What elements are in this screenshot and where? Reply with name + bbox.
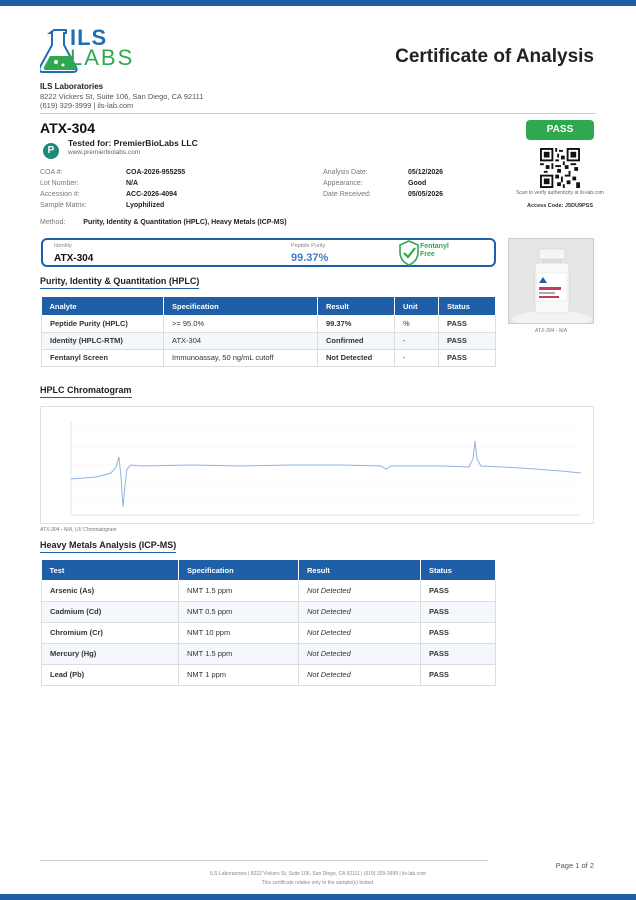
footer-divider xyxy=(40,860,488,861)
table-row xyxy=(42,332,496,349)
unit-cell: - xyxy=(395,332,439,349)
company-info xyxy=(40,82,203,111)
footer-address: ILS Laboratories | 8222 Vickers St, Suite 106, San Diego, CA 92111 | (619) 329-3999 | ils-lab.com xyxy=(210,871,426,877)
header-divider xyxy=(40,113,596,114)
metals-section-title: Heavy Metals Analysis (ICP-MS) xyxy=(40,540,177,550)
tested-for: Tested for: PremierBioLabs LLC xyxy=(68,138,198,148)
meta-key: Sample Matrix: xyxy=(40,202,87,209)
company-address: 8222 Vickers St, Suite 106, San Diego, CA 92111 xyxy=(40,91,204,101)
result-cell: Not Detected xyxy=(318,349,395,366)
analyte-cell: Fentanyl Screen xyxy=(42,349,164,366)
col-specification: Specification xyxy=(179,560,299,580)
meta-key: Appearance: xyxy=(323,180,363,187)
coa-number: COA-2026-955255 xyxy=(126,169,186,176)
date-received: 05/05/2026 xyxy=(408,191,444,198)
product-name: ATX-304 xyxy=(40,120,95,136)
test-cell: Mercury (Hg) xyxy=(42,643,179,664)
table-row xyxy=(42,349,496,366)
meta-key: Analysis Date: xyxy=(323,169,368,176)
access-code: Access Code: J5DU9PSS xyxy=(526,203,594,209)
col-test: Test xyxy=(42,560,179,580)
lot-number: N/A xyxy=(126,180,139,187)
qr-caption: Scan to verify authenticity at ils-lab.com xyxy=(516,190,604,196)
document-title: Certificate of Analysis xyxy=(395,46,594,67)
chromatogram-caption: ATX-304 - N/A, UV Chromatogram xyxy=(40,527,117,533)
hplc-section-title: Purity, Identity & Quantitation (HPLC) xyxy=(40,276,200,286)
purity-label: Peptide Purity xyxy=(291,243,326,249)
status-cell: PASS xyxy=(439,315,496,332)
table-row xyxy=(42,622,496,643)
result-cell: Not Detected xyxy=(299,601,421,622)
logo-ils-text: ILS xyxy=(70,25,108,50)
identity-value: ATX-304 xyxy=(54,253,94,264)
table-header-row xyxy=(42,297,496,315)
result-cell: 99.37% xyxy=(318,315,395,332)
test-cell: Chromium (Cr) xyxy=(42,622,179,643)
qr-code-icon[interactable] xyxy=(540,148,580,188)
unit-cell: - xyxy=(395,349,439,366)
vial-icon xyxy=(509,239,594,324)
status-cell: PASS xyxy=(421,622,496,643)
fentanyl-line2: Free xyxy=(420,251,435,258)
chromatogram-svg xyxy=(41,407,593,523)
table-header-row xyxy=(42,560,496,580)
logo-labs-text: LABS xyxy=(70,45,135,70)
fentanyl-line1: Fentanyl xyxy=(420,243,449,250)
appearance: Good xyxy=(408,180,427,187)
col-unit: Unit xyxy=(395,297,439,315)
spec-cell: NMT 1 ppm xyxy=(179,664,299,685)
col-status: Status xyxy=(439,297,496,315)
table-row xyxy=(42,664,496,685)
result-cell: Not Detected xyxy=(299,664,421,685)
table-row xyxy=(42,315,496,332)
top-accent-bar xyxy=(0,0,636,6)
unit-cell: % xyxy=(395,315,439,332)
table-row xyxy=(42,643,496,664)
spec-cell: Immunoassay, 50 ng/mL cutoff xyxy=(164,349,318,366)
analysis-date: 05/12/2026 xyxy=(408,169,444,176)
status-cell: PASS xyxy=(439,349,496,366)
meta-key: Lot Number: xyxy=(40,180,79,187)
method-row xyxy=(40,219,287,226)
analyte-cell: Identity (HPLC-RTM) xyxy=(42,332,164,349)
method-value: Purity, Identity & Quantitation (HPLC), Heavy Metals (ICP-MS) xyxy=(83,219,287,226)
meta-row xyxy=(40,189,185,200)
analyte-cell: Peptide Purity (HPLC) xyxy=(42,315,164,332)
client-logo-icon: P xyxy=(43,143,59,159)
status-cell: PASS xyxy=(421,664,496,685)
chromatogram-plot xyxy=(40,406,594,524)
col-result: Result xyxy=(318,297,395,315)
sample-matrix: Lyophilized xyxy=(126,202,165,209)
spec-cell: NMT 1.5 ppm xyxy=(179,580,299,601)
fentanyl-free-label xyxy=(420,243,449,259)
pass-badge: PASS xyxy=(526,120,594,140)
metals-table xyxy=(41,560,496,686)
company-name: ILS Laboratories xyxy=(40,82,104,91)
logo-wordmark xyxy=(70,25,135,70)
col-result: Result xyxy=(299,560,421,580)
company-contact: (619) 329-3999 | ils-lab.com xyxy=(40,101,134,110)
result-cell: Not Detected xyxy=(299,622,421,643)
table-row xyxy=(42,580,496,601)
status-cell: PASS xyxy=(439,332,496,349)
shield-check-icon xyxy=(398,240,420,266)
chromatogram-trace xyxy=(71,441,581,507)
meta-row xyxy=(40,178,185,189)
meta-right xyxy=(323,167,443,200)
client-url[interactable]: www.premierbiolabs.com xyxy=(68,149,141,156)
col-status: Status xyxy=(421,560,496,580)
result-cell: Not Detected xyxy=(299,580,421,601)
test-cell: Lead (Pb) xyxy=(42,664,179,685)
status-cell: PASS xyxy=(421,601,496,622)
col-specification: Specification xyxy=(164,297,318,315)
accession-number: ACC-2026-4094 xyxy=(126,191,177,198)
spec-cell: NMT 0.5 ppm xyxy=(179,601,299,622)
page-number: Page 1 of 2 xyxy=(555,861,594,870)
footer-disclaimer: This certificate relates only to the sample(s) tested. xyxy=(261,880,375,886)
chromatogram-section-title: HPLC Chromatogram xyxy=(40,385,132,395)
meta-left xyxy=(40,167,185,211)
spec-cell: >= 95.0% xyxy=(164,315,318,332)
meta-key: Accession #: xyxy=(40,191,80,198)
sample-photo xyxy=(508,238,594,324)
method-key: Method: xyxy=(40,219,66,226)
bottom-accent-bar xyxy=(0,894,636,900)
table-row xyxy=(42,601,496,622)
hplc-table xyxy=(41,297,496,367)
test-cell: Arsenic (As) xyxy=(42,580,179,601)
result-cell: Confirmed xyxy=(318,332,395,349)
identity-label: Identity xyxy=(54,243,72,249)
purity-value: 99.37% xyxy=(291,252,329,264)
meta-key: COA #: xyxy=(40,169,63,176)
spec-cell: NMT 10 ppm xyxy=(179,622,299,643)
status-cell: PASS xyxy=(421,643,496,664)
meta-row xyxy=(323,178,443,189)
col-analyte: Analyte xyxy=(42,297,164,315)
meta-row xyxy=(323,189,443,200)
spec-cell: ATX-304 xyxy=(164,332,318,349)
meta-row xyxy=(323,167,443,178)
meta-row xyxy=(40,167,185,178)
meta-row xyxy=(40,200,185,211)
test-cell: Cadmium (Cd) xyxy=(42,601,179,622)
status-cell: PASS xyxy=(421,580,496,601)
photo-caption: ATX-304 - N/A xyxy=(534,328,568,334)
spec-cell: NMT 1.5 ppm xyxy=(179,643,299,664)
result-cell: Not Detected xyxy=(299,643,421,664)
meta-key: Date Received: xyxy=(323,191,371,198)
